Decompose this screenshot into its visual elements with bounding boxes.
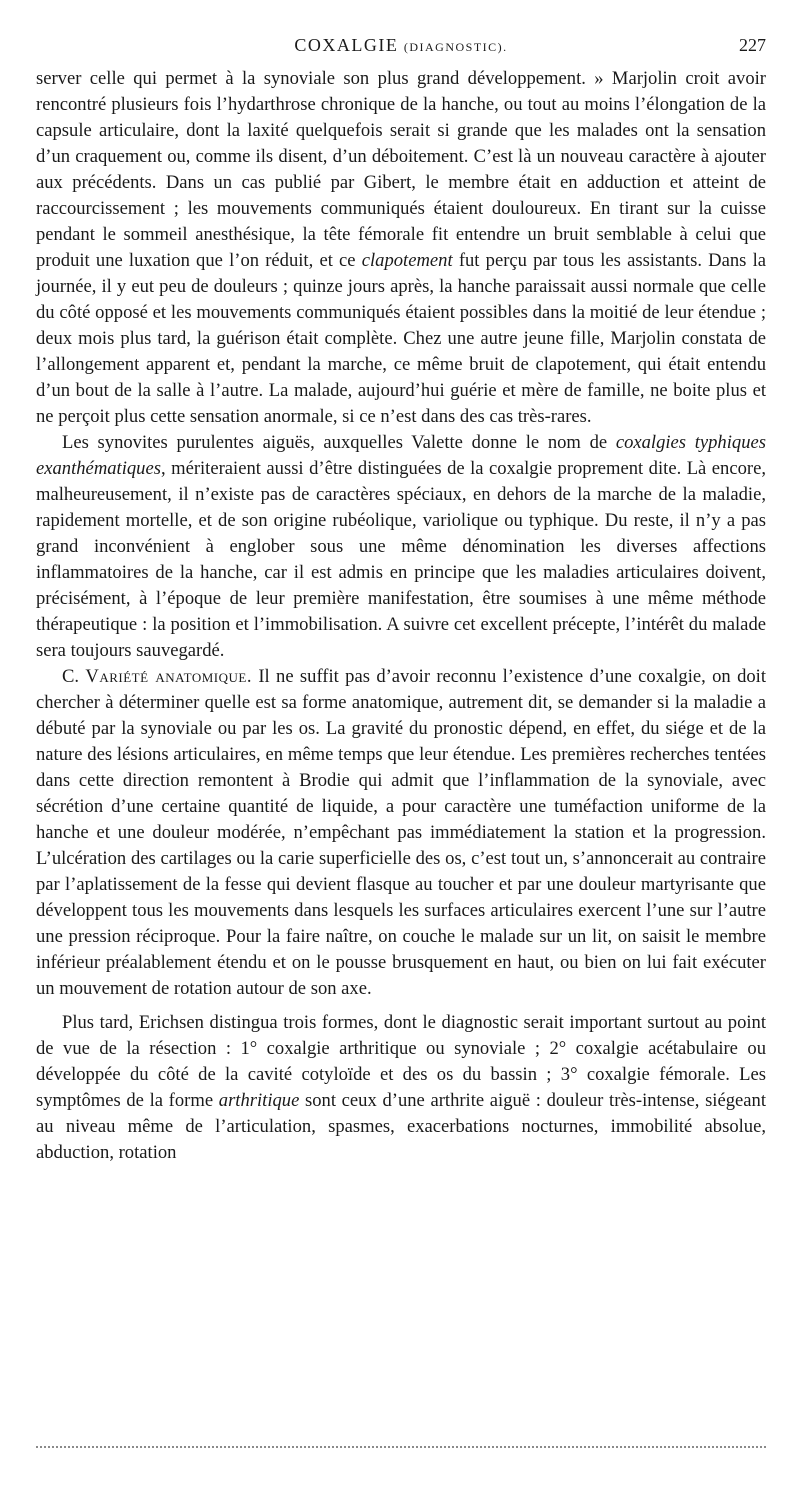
paragraph-erichsen: [36, 1010, 766, 1166]
paragraph-spacer: [36, 1002, 766, 1010]
italic-term: arthritique: [218, 1090, 300, 1111]
body-text: [36, 66, 766, 1166]
text-run: Les synovites purulentes aiguës, auxquelles Valette donne le nom de: [62, 432, 616, 453]
page-header: [36, 34, 766, 56]
page-number: 227: [739, 35, 766, 55]
paragraph-variete-anatomique: [36, 664, 766, 1002]
italic-term: clapotement: [361, 250, 453, 271]
text-run: sont ceux d’une arthrite aiguë : douleur très-intense, siégeant au niveau même de l’articulation, spasmes, exacerbations nocturnes, immobilité absolue, abduction, rotation: [36, 1090, 766, 1163]
running-title-main: COXALGIE: [294, 35, 399, 55]
italic-term: coxalgies typhiques exanthématiques: [36, 432, 766, 479]
running-title: [36, 34, 766, 58]
section-heading: Variété anatomique.: [85, 666, 252, 687]
text-run: fut perçu par tous les assistants. Dans la journée, il y eut peu de douleurs ; quinze jours après, la hanche paraissait aussi normale que celle du côté opposé et les mouvements communiqués étaient possibles dans la moitié de leur étendue ; deux mois plus tard, la guérison était complète. Chez une autre jeune fille, Marjolin constata de l’allongement apparent et, pendant la marche, ce même bruit de clapotement, qui était entendu d’un bout de la salle à l’autre. La malade, aujourd’hui guérie et mère de famille, ne boite plus et ne perçoit plus cette sensation anormale, si ce n’est dans des cas très-rares.: [36, 250, 766, 427]
text-run: , mériteraient aussi d’être distinguées de la coxalgie proprement dite. Là encore, malheureusement, il n’existe pas de caractères spéciaux, en dehors de la marche de la maladie, rapidement mortelle, et de son origine rubéolique, variolique ou typhique. Du reste, il n’y a pas grand inconvénient à englober sous une même dénomination les diverses affections inflammatoires de la hanche, car il est admis en principe que les maladies articulaires doivent, précisément, à l’époque de leur première manifestation, être soumises à une même méthode thérapeutique : la position et l’immobilisation. A suivre cet excellent précepte, l’intérêt du malade sera toujours sauvegardé.: [36, 458, 766, 661]
running-title-sub: (DIAGNOSTIC).: [403, 40, 508, 54]
text-run: server celle qui permet à la synoviale son plus grand développement. » Marjolin croit avoir rencontré plusieurs fois l’hydarthrose chronique de la hanche, ou tout au moins l’élongation de la capsule articulaire, dont la laxité quelquefois serait si grande que les malades ont la sensation d’un craquement ou, comme ils disent, d’un déboitement. C’est là un nouveau caractère à ajouter aux précédents. Dans un cas publié par Gibert, le membre était en adduction et atteint de raccourcissement ; les mouvements communiqués étaient douloureux. En tirant sur la cuisse pendant le sommeil anesthésique, la tête fémorale fit entendre un bruit semblable à celui que produit une luxation que l’on réduit, et ce: [36, 68, 766, 271]
footer-dotted-rule: [36, 1446, 766, 1448]
text-run: Il ne suffit pas d’avoir reconnu l’existence d’une coxalgie, on doit chercher à déterminer quelle est sa forme anatomique, autrement dit, se demander si la maladie a débuté par la synoviale ou par les os. La gravité du pronostic dépend, en effet, du siége et de la nature des lésions articulaires, en même temps que leur étendue. Les premières recherches tentées dans cette direction remontent à Brodie qui admit que l’inflammation de la synoviale, avec sécrétion d’une certaine quantité de liquide, a pour caractère une tuméfaction uniforme de la hanche et une douleur modérée, n’empêchant pas immédiatement la station et la progression. L’ulcération des cartilages ou la carie superficielle des os, c’est tout un, s’annoncerait au contraire par l’aplatissement de la fesse qui devient flasque au toucher et par une douleur martyrisante que développent tous les mouvements dans lesquels les surfaces articulaires exercent l’une sur l’autre une pression réciproque. Pour la faire naître, on couche le malade sur un lit, on saisit le membre inférieur préalablement étendu et on le pousse brusquement en haut, ou bien on lui fait exécuter un mouvement de rotation autour de son axe.: [36, 666, 766, 999]
section-letter: C.: [62, 666, 86, 687]
text-run: Plus tard, Erichsen distingua trois formes, dont le diagnostic serait important surtout au point de vue de la résection : 1° coxalgie arthritique ou synoviale ; 2° coxalgie acétabulaire ou développée du côté de la cavité cotyloïde et des os du bassin ; 3° coxalgie fémorale. Les symptômes de la forme: [36, 1012, 766, 1111]
paragraph-marjolin: [36, 66, 766, 430]
paragraph-synovites: [36, 430, 766, 664]
